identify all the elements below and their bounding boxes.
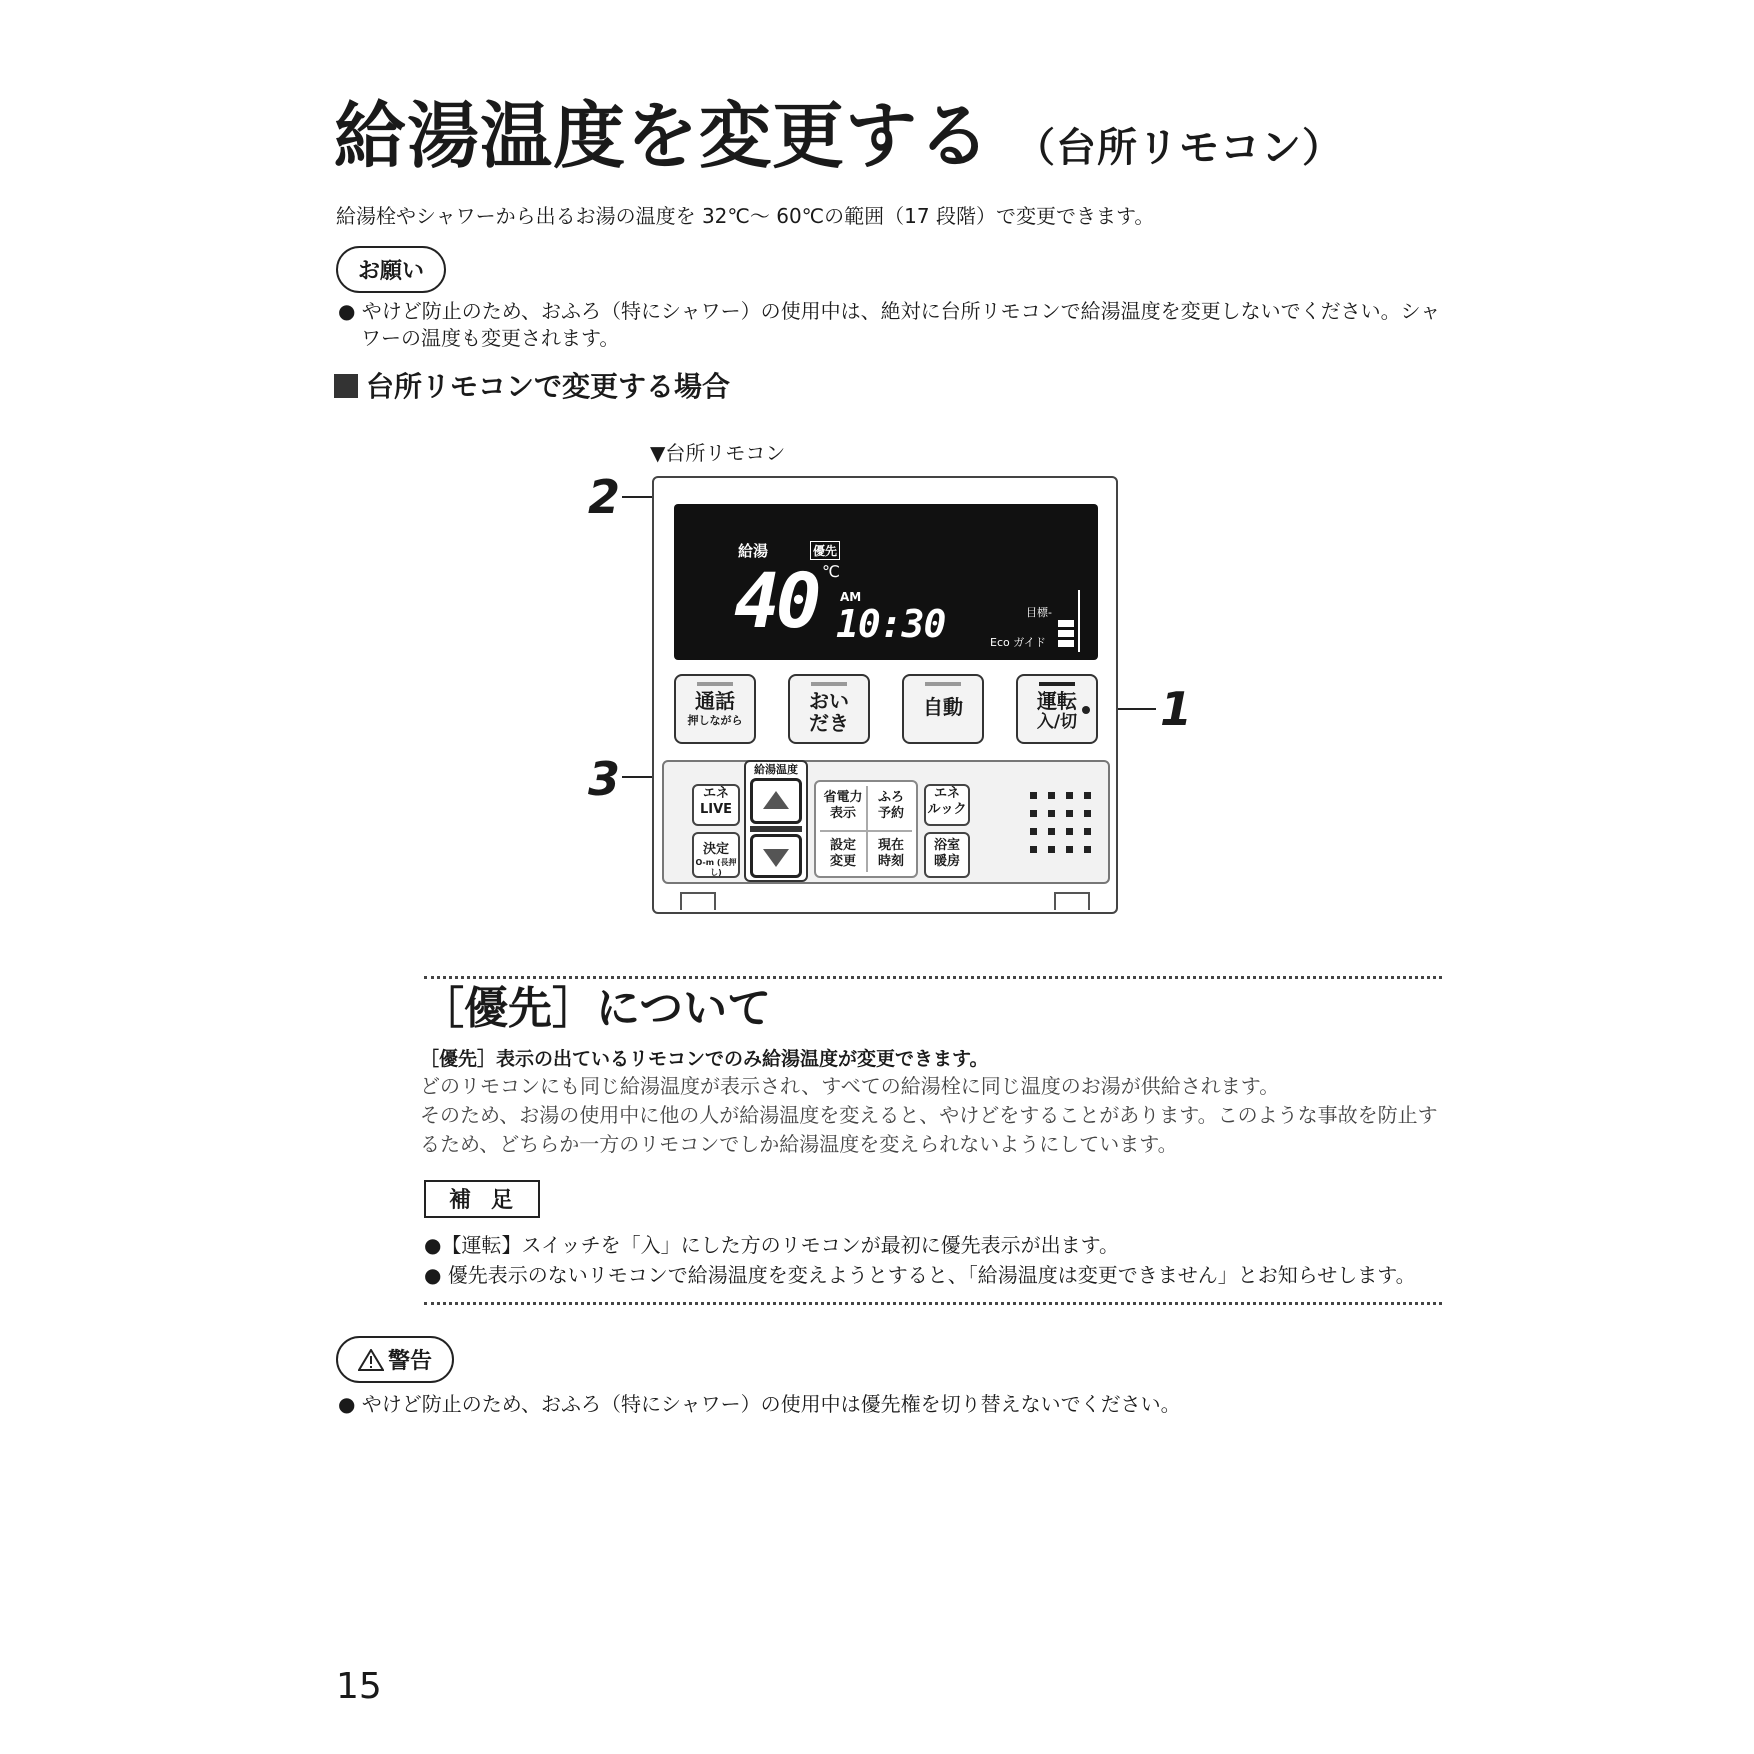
callout-2: 2 [588, 470, 621, 524]
supplement-badge: 補足 [424, 1180, 540, 1218]
settei-line1: 設定 [829, 838, 856, 853]
kitchen-remote [652, 476, 1118, 914]
lcd-gauge-segment [1058, 620, 1074, 627]
arrow-down-icon [763, 849, 789, 867]
temp-rocker-divider [750, 826, 802, 832]
lcd-temperature-unit: ℃ [822, 562, 840, 581]
request-badge: お願い [336, 246, 446, 293]
lcd-target-label: 目標- [1026, 606, 1052, 619]
request-note-line: ワーの温度も変更されます。 [361, 326, 620, 350]
unten-label: 運転 [1037, 689, 1077, 713]
request-note-line: ● やけど防止のため、おふろ（特にシャワー）の使用中は、絶対に台所リモコンで給湯温度を変更しないでください。シャ [338, 299, 1441, 323]
furo-line1: ふろ [877, 790, 904, 805]
ene-live-line1: エネ [702, 786, 729, 801]
oidaki-led [811, 682, 847, 686]
page-title-main: 給湯温度を変更する [334, 94, 992, 178]
kyuto-temp-label: 給湯温度 [754, 763, 798, 776]
speaker-grille [1030, 792, 1094, 858]
supplement-item: ●【運転】スイッチを「入」にした方のリモコンが最初に優先表示が出ます。 [424, 1233, 1120, 1257]
yokushitsu-line1: 浴室 [933, 838, 960, 853]
page-title [334, 78, 1343, 182]
lcd-eco-guide-label: Eco ガイド [990, 636, 1046, 649]
tsuwa-led [697, 682, 733, 686]
jido-label: 自動 [923, 695, 963, 719]
furo-line2: 予約 [877, 806, 904, 821]
request-note [338, 298, 1440, 352]
oidaki-label-line1: おい [809, 689, 849, 713]
kettei-label: 決定 [702, 842, 729, 857]
lcd-gauge-segment [1058, 630, 1074, 637]
about-priority-paragraph [420, 1101, 1438, 1159]
temp-up-button[interactable] [750, 778, 802, 824]
ene-look-line2: ルック [927, 802, 967, 817]
about-priority-title: ［優先］について [420, 983, 772, 1034]
lcd-gauge-segment [1058, 640, 1074, 647]
remote-caption: ▼台所リモコン [650, 441, 786, 465]
supplement-item: ● 優先表示のないリモコンで給湯温度を変えようとすると、「給湯温度は変更できません」とお知らせします。 [424, 1263, 1416, 1287]
tsuwa-label: 通話 [695, 689, 735, 713]
lcd-clock: 10:30 [836, 602, 946, 646]
kyuto-temp-control [744, 760, 808, 882]
bottom-clip-left [680, 892, 716, 910]
settei-henko-button[interactable] [820, 838, 866, 870]
ene-live-line2: LIVE [699, 802, 733, 817]
genzai-line2: 時刻 [877, 854, 904, 869]
jido-button[interactable] [902, 674, 984, 744]
oidaki-button[interactable] [788, 674, 870, 744]
temp-down-button[interactable] [750, 834, 802, 878]
about-priority-paragraph: どのリモコンにも同じ給湯温度が表示され、すべての給湯栓に同じ温度のお湯が供給されます。 [420, 1074, 1280, 1098]
about-priority-paragraph-line: そのため、お湯の使用中に他の人が給湯温度を変えると、やけどをすることがあります。このような事故を防止す [420, 1103, 1438, 1127]
lcd-am: AM [840, 590, 862, 604]
square-bullet-icon [334, 374, 358, 398]
warning-badge-label: 警告 [388, 1349, 433, 1374]
bottom-clip-right [1054, 892, 1090, 910]
lcd-gauge-scale [1078, 590, 1080, 652]
shoden-line2: 表示 [829, 806, 856, 821]
warning-text: ● やけど防止のため、おふろ（特にシャワー）の使用中は優先権を切り替えないでください。 [338, 1392, 1181, 1416]
lcd-kyuto-label: 給湯 [738, 542, 769, 560]
kettei-button[interactable] [692, 832, 740, 878]
section-heading [334, 365, 730, 405]
about-priority-paragraph-line: るため、どちらか一方のリモコンでしか給湯温度を変えられないようにしています。 [420, 1132, 1178, 1156]
unten-led [1039, 682, 1075, 686]
callout-3: 3 [588, 752, 621, 806]
shoden-button[interactable] [820, 790, 866, 822]
yokushitsu-line2: 暖房 [933, 854, 960, 869]
ene-live-button[interactable] [692, 784, 740, 826]
callout-1: 1 [1160, 682, 1193, 736]
lcd-priority-label: 優先 [810, 541, 840, 560]
jido-led [925, 682, 961, 686]
genzai-jikoku-button[interactable] [868, 838, 914, 870]
furo-yoyaku-button[interactable] [868, 790, 914, 822]
arrow-up-icon [763, 791, 789, 809]
grid-divider [866, 786, 868, 872]
kettei-sub-label: O-m (長押し) [695, 858, 737, 877]
callout-1-dot [1082, 706, 1090, 714]
section-heading-text: 台所リモコンで変更する場合 [366, 370, 731, 403]
oidaki-label-line2: だき [809, 711, 849, 735]
genzai-line1: 現在 [877, 838, 904, 853]
page-number: 15 [336, 1666, 382, 1707]
lcd-temperature: 40 [734, 556, 818, 645]
page-title-sub: （台所リモコン） [1015, 125, 1344, 171]
unten-sub-label: 入/切 [1036, 712, 1078, 732]
warning-triangle-icon [358, 1349, 384, 1371]
lcd-display [674, 504, 1098, 660]
warning-badge [336, 1336, 454, 1383]
yokushitsu-danbo-button[interactable] [924, 832, 970, 878]
shoden-line1: 省電力 [823, 790, 863, 805]
tsuwa-sub-label: 押しながら [687, 714, 743, 727]
intro-text: 給湯栓やシャワーから出るお湯の温度を 32℃～ 60℃の範囲（17 段階）で変更できます。 [336, 204, 1155, 228]
about-priority-lead: ［優先］表示の出ているリモコンでのみ給湯温度が変更できます。 [420, 1048, 989, 1070]
supplement-list [424, 1230, 1416, 1290]
section-divider-bottom [424, 1302, 1442, 1305]
ene-look-line1: エネ [933, 786, 960, 801]
tsuwa-button[interactable] [674, 674, 756, 744]
settei-line2: 変更 [829, 854, 856, 869]
ene-look-button[interactable] [924, 784, 970, 826]
function-grid [814, 780, 918, 878]
